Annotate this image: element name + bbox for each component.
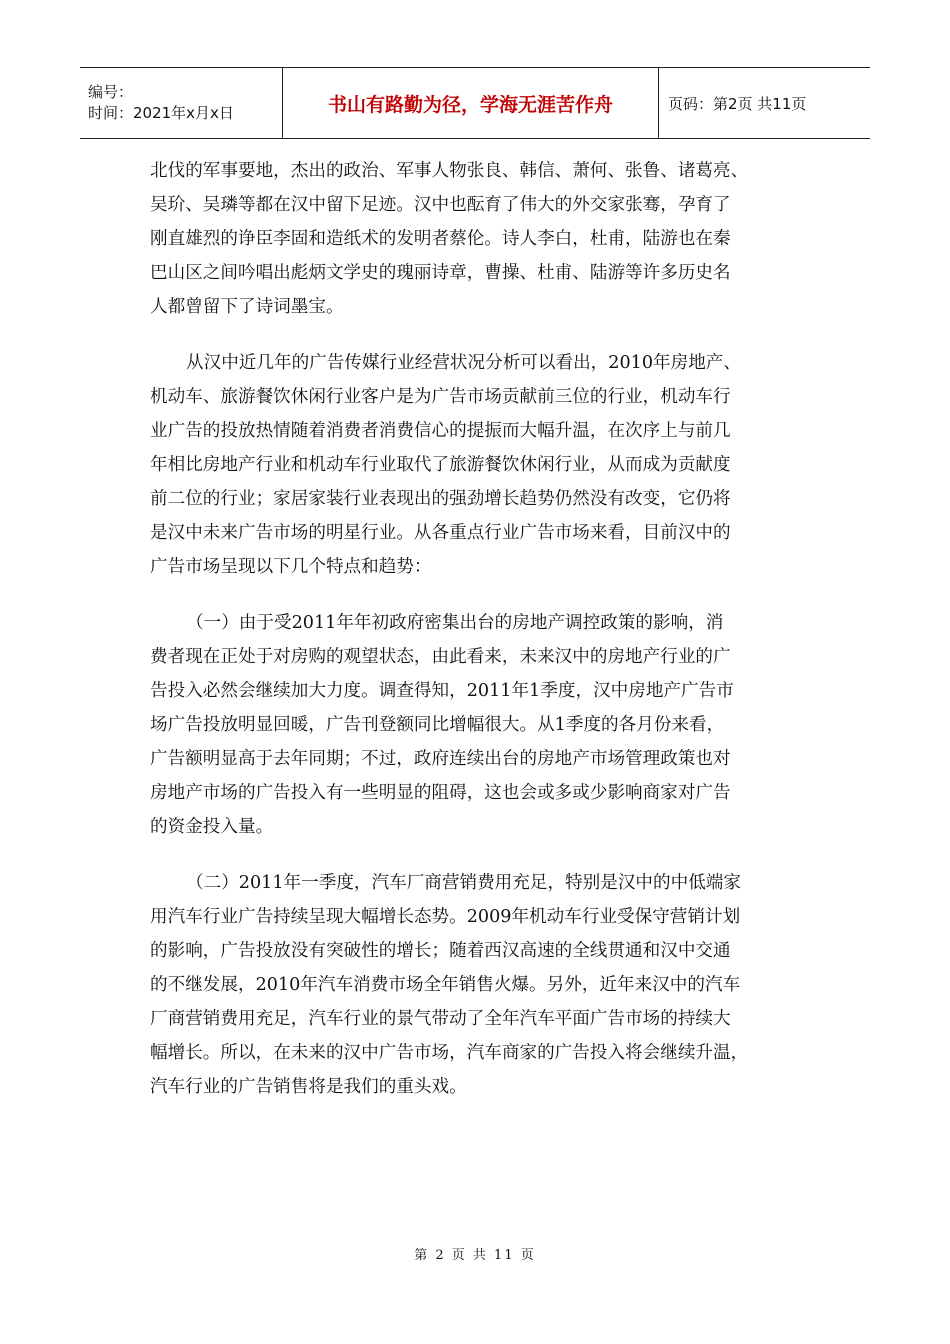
text-line: 北伐的军事要地，杰出的政治、军事人物张良、韩信、萧何、张鲁、诸葛亮、	[150, 161, 749, 181]
text-line: 年相比房地产行业和机动车行业取代了旅游餐饮休闲行业，从而成为贡献度	[150, 455, 731, 475]
text-line: 吴玠、吴璘等都在汉中留下足迹。汉中也酝育了伟大的外交家张骞，孕育了	[150, 195, 731, 215]
text-line: 机动车、旅游餐饮休闲行业客户是为广告市场贡献前三位的行业，机动车行	[150, 387, 731, 407]
text-line: 房地产市场的广告投入有一些明显的阻碍，这也会或多或少影响商家对广告	[150, 783, 731, 803]
text-line: 厂商营销费用充足，汽车行业的景气带动了全年汽车平面广告市场的持续大	[150, 1009, 731, 1029]
header-page-info	[659, 68, 870, 138]
text-line: 是汉中未来广告市场的明星行业。从各重点行业广告市场来看，目前汉中的	[150, 523, 731, 543]
text-line: 告投入必然会继续加大力度。调查得知，2011年1季度，汉中房地产广告市	[150, 681, 734, 701]
document-number: 编号：	[88, 83, 134, 101]
document-header	[80, 67, 870, 139]
text-line: 幅增长。所以，在未来的汉中广告市场，汽车商家的广告投入将会继续升温，	[150, 1043, 749, 1063]
text-line: 的影响，广告投放没有突破性的增长；随着西汉高速的全线贯通和汉中交通	[150, 941, 731, 961]
header-motto	[283, 68, 659, 138]
text-line: 的资金投入量。	[150, 817, 274, 837]
paragraph-4	[150, 866, 798, 1104]
paragraph-3	[150, 606, 798, 844]
text-line: 从汉中近几年的广告传媒行业经营状况分析可以看出，2010年房地产、	[186, 353, 741, 373]
text-line: 巴山区之间吟唱出彪炳文学史的瑰丽诗章，曹操、杜甫、陆游等许多历史名	[150, 263, 731, 283]
text-line: 的不继发展，2010年汽车消费市场全年销售火爆。另外，近年来汉中的汽车	[150, 975, 741, 995]
text-line: 广告市场呈现以下几个特点和趋势：	[150, 557, 432, 577]
text-line: 广告额明显高于去年同期；不过，政府连续出台的房地产市场管理政策也对	[150, 749, 731, 769]
text-line: 前二位的行业；家居家装行业表现出的强劲增长趋势仍然没有改变，它仍将	[150, 489, 731, 509]
footer-page-number: 第 2 页 共 11 页	[414, 1248, 536, 1263]
text-line: 汽车行业的广告销售将是我们的重头戏。	[150, 1077, 467, 1097]
page-footer	[0, 1244, 950, 1263]
paragraph-1	[150, 154, 798, 324]
header-meta	[80, 68, 283, 138]
document-body	[150, 154, 798, 1126]
text-line: 费者现在正处于对房购的观望状态，由此看来，未来汉中的房地产行业的广	[150, 647, 731, 667]
text-line: 业广告的投放热情随着消费者消费信心的提振而大幅升温，在次序上与前几	[150, 421, 731, 441]
text-line: 人都曾留下了诗词墨宝。	[150, 297, 344, 317]
page-info-text: 页码：第2页 共11页	[668, 94, 807, 113]
text-line: 场广告投放明显回暖，广告刊登额同比增幅很大。从1季度的各月份来看，	[150, 715, 725, 735]
paragraph-2	[150, 346, 798, 584]
document-date: 时间：2021年x月x日	[88, 104, 234, 122]
motto-text: 书山有路勤为径，学海无涯苦作舟	[327, 93, 613, 116]
text-line: （一）由于受2011年年初政府密集出台的房地产调控政策的影响，消	[186, 613, 724, 633]
text-line: 用汽车行业广告持续呈现大幅增长态势。2009年机动车行业受保守营销计划	[150, 907, 741, 927]
text-line: （二）2011年一季度，汽车厂商营销费用充足，特别是汉中的中低端家	[186, 873, 741, 893]
text-line: 刚直雄烈的诤臣李固和造纸术的发明者蔡伦。诗人李白，杜甫，陆游也在秦	[150, 229, 731, 249]
